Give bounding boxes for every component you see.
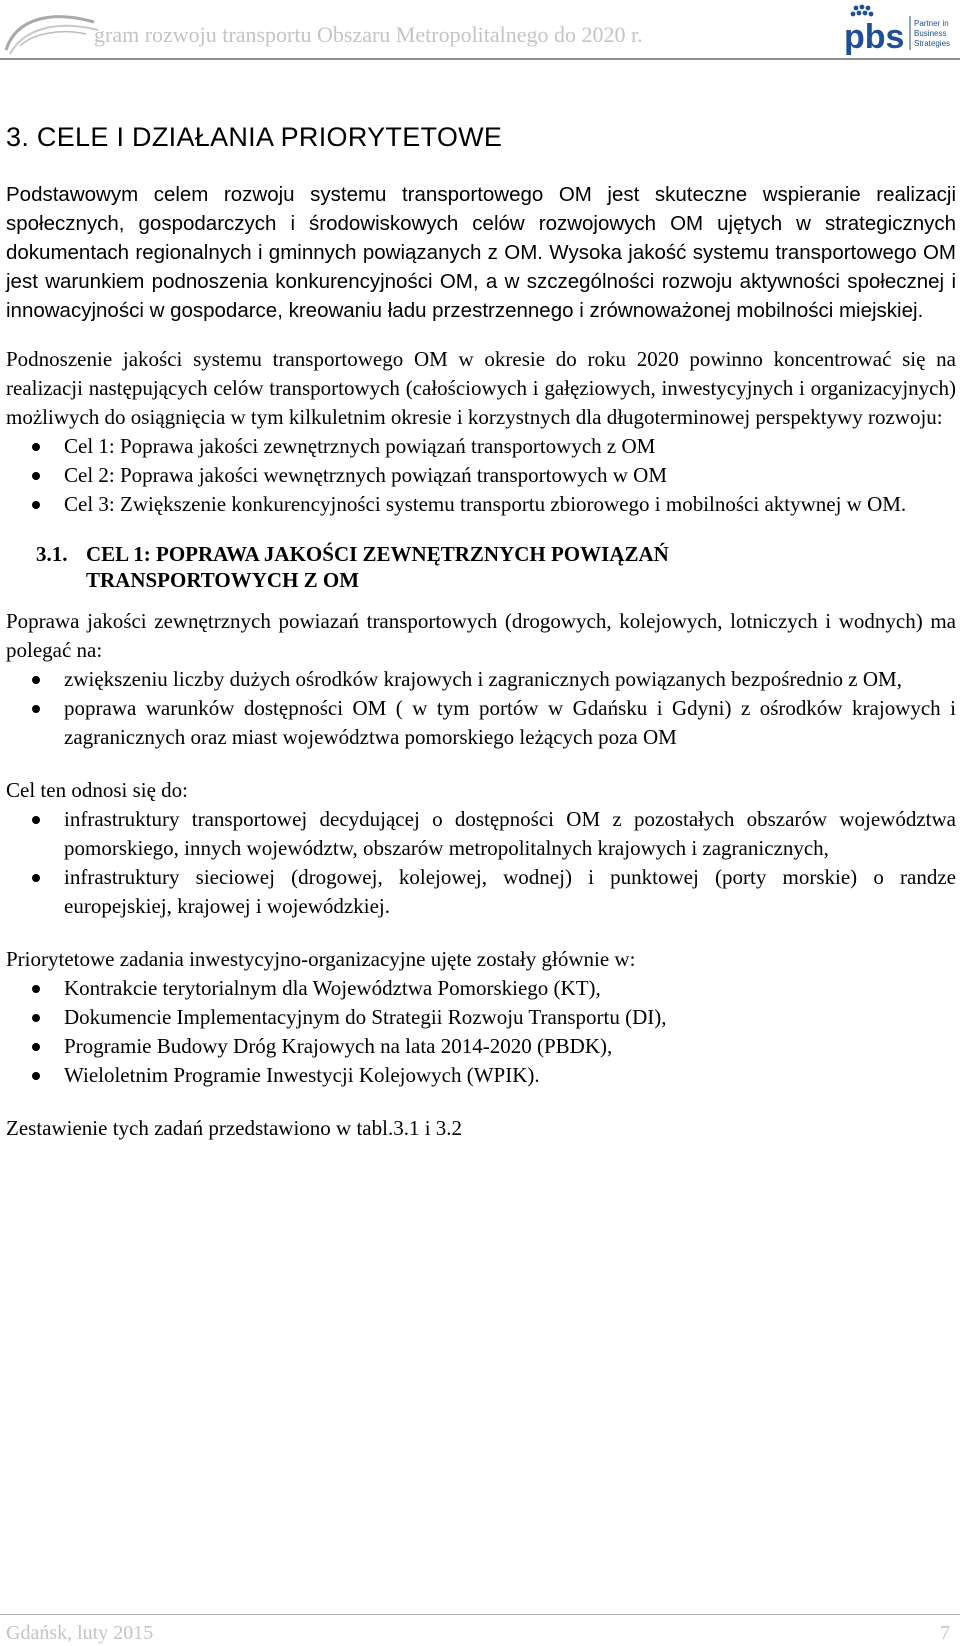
goals-intro-paragraph: Podnoszenie jakości systemu transportowego OM w okresie do roku 2020 powinno koncentrować się na realizacji następujących celów transportowych (całościowych i gałęziowych, inwestycyjnych i organizacyjnych) możliwych do osiągnięcia w tym kilkuletnim okresie i korzystnych dla długoterminowej perspektywy rozwoju:: [6, 347, 956, 429]
list-item-text: infrastruktury transportowej decydującej o dostępności OM z pozostałych obszarów województwa pomorskiego, innych województw, obszarów metropolitalnych krajowych i zagranicznych,: [64, 807, 956, 860]
relates-paragraph: Cel ten odnosi się do:: [6, 778, 188, 802]
subsection-title: CEL 1: POPRAWA JAKOŚCI ZEWNĘTRZNYCH POWIĄZAŃ TRANSPORTOWYCH Z OM: [86, 542, 669, 592]
page-number: 7: [940, 1622, 950, 1644]
list-item-text: Programie Budowy Dróg Krajowych na lata 2014-2020 (PBDK),: [64, 1034, 613, 1058]
list-item: [6, 665, 956, 694]
page-content: [6, 108, 956, 1143]
pbs-logo-wordmark: pbs: [844, 18, 905, 56]
bullet-icon: [32, 874, 40, 882]
relates-list: [6, 805, 956, 921]
list-item: [6, 694, 956, 752]
list-item: [6, 1003, 956, 1032]
priority-documents-list: [6, 974, 956, 1090]
page-footer: [0, 1614, 960, 1646]
list-item: [6, 805, 956, 863]
pbs-tagline-line-3: Strategies: [914, 39, 951, 48]
list-item-text: Cel 3: Zwiększenie konkurencyjności systemu transportu zbiorowego i mobilności aktywnej w OM.: [64, 492, 907, 516]
footer-place-date: Gdańsk, luty 2015: [6, 1622, 154, 1644]
list-item-text: Dokumencie Implementacyjnym do Strategii Rozwoju Transportu (DI),: [64, 1005, 667, 1029]
list-item: [6, 490, 956, 519]
goals-list: [6, 432, 956, 519]
pbs-tagline-line-2: Business: [914, 29, 947, 38]
bullet-icon: [32, 501, 40, 509]
list-item-text: zwiększeniu liczby dużych ośrodków krajowych i zagranicznych powiązanych bezpośrednio z OM,: [64, 667, 902, 691]
section-title: 3. CELE I DZIAŁANIA PRIORYTETOWE: [6, 122, 503, 152]
list-item-text: Kontrakcie terytorialnym dla Województwa Pomorskiego (KT),: [64, 976, 601, 1000]
list-item: [6, 863, 956, 921]
list-item-text: Wieloletnim Programie Inwestycji Kolejowych (WPIK).: [64, 1063, 540, 1087]
bullet-icon: [32, 705, 40, 713]
list-item: [6, 974, 956, 1003]
bullet-icon: [32, 816, 40, 824]
bullet-icon: [32, 676, 40, 684]
subsection-heading: [36, 541, 956, 593]
document-running-title: gram rozwoju transportu Obszaru Metropolitalnego do 2020 r.: [94, 22, 643, 47]
list-item: [6, 1032, 956, 1061]
list-item-text: infrastruktury sieciowej (drogowej, kolejowej, wodnej) i punktowej (porty morskie) o randze europejskiej, krajowej i wojewódzkiej.: [64, 865, 956, 918]
pbs-logo: [842, 2, 958, 56]
metropolitan-area-logo-icon: [2, 6, 102, 58]
bullet-icon: [32, 1014, 40, 1022]
scope-list: [6, 665, 956, 752]
list-item-text: poprawa warunków dostępności OM ( w tym portów w Gdańsku i Gdyni) z ośrodków krajowych i zagranicznych oraz miast województwa pomorskiego leżących poza OM: [64, 696, 956, 749]
bullet-icon: [32, 1072, 40, 1080]
pbs-tagline-line-1: Partner in: [914, 19, 949, 28]
intro-paragraph: Podstawowym celem rozwoju systemu transportowego OM jest skuteczne wspieranie realizacji społecznych, gospodarczych i środowiskowych celów rozwojowych OM ujętych w strategicznych dokumentach regionalnych i gminnych powiązanych z OM. Wysoka jakość systemu transportowego OM jest warunkiem podnoszenia konkurencyjności OM, a w szczególności rozwoju aktywności społecznej i innowacyjności w gospodarce, kreowaniu ładu przestrzennego i zrównoważonej mobilności miejskiej.: [6, 183, 956, 322]
list-item: [6, 1061, 956, 1090]
bullet-icon: [32, 472, 40, 480]
footer-divider: [0, 1614, 960, 1615]
list-item-text: Cel 1: Poprawa jakości zewnętrznych powiązań transportowych z OM: [64, 434, 656, 458]
list-item: [6, 432, 956, 461]
bullet-icon: [32, 985, 40, 993]
bullet-icon: [32, 443, 40, 451]
page-header: [0, 0, 960, 62]
header-divider: [0, 58, 960, 60]
list-item: [6, 461, 956, 490]
summary-paragraph: Zestawienie tych zadań przedstawiono w tabl.3.1 i 3.2: [6, 1116, 463, 1140]
subsection-number: 3.1.: [36, 542, 68, 566]
priority-tasks-paragraph: Priorytetowe zadania inwestycyjno-organizacyjne ujęte zostały głównie w:: [6, 947, 636, 971]
list-item-text: Cel 2: Poprawa jakości wewnętrznych powiązań transportowych w OM: [64, 463, 668, 487]
bullet-icon: [32, 1043, 40, 1051]
scope-paragraph: Poprawa jakości zewnętrznych powiazań transportowych (drogowych, kolejowych, lotniczych i wodnych) ma polegać na:: [6, 609, 956, 662]
